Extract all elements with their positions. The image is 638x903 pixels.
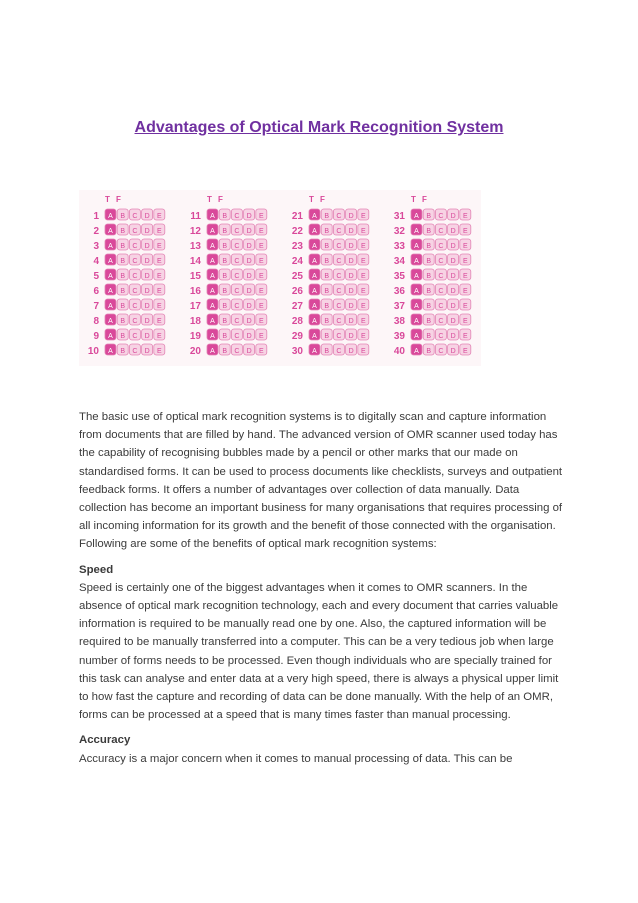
omr-bubble-letter: A: [108, 317, 113, 325]
omr-question-number: 13: [189, 241, 201, 252]
omr-bubble-letter: C: [336, 302, 342, 310]
omr-header-label: F: [116, 195, 121, 204]
omr-bubble-letter: B: [120, 332, 126, 340]
omr-bubble-letter: D: [348, 287, 354, 295]
omr-bubble-letter: D: [144, 287, 150, 295]
omr-question-number: 24: [291, 256, 303, 267]
omr-question-number: 33: [393, 241, 405, 252]
omr-bubble-letter: B: [426, 287, 432, 295]
section-heading-speed: Speed: [79, 563, 114, 576]
omr-header-label: T: [105, 195, 110, 204]
omr-bubble-letter: E: [156, 317, 162, 325]
omr-question-number: 3: [93, 241, 99, 252]
omr-bubble-letter: B: [120, 347, 126, 355]
omr-bubble-letter: B: [426, 347, 432, 355]
omr-bubble-letter: A: [210, 287, 215, 295]
omr-bubble-letter: A: [108, 287, 113, 295]
omr-bubble-letter: C: [336, 287, 342, 295]
omr-bubble-letter: E: [258, 227, 264, 235]
omr-bubble-letter: B: [324, 272, 330, 280]
omr-bubble-letter: C: [234, 227, 240, 235]
omr-bubble-letter: E: [258, 317, 264, 325]
section-heading-accuracy: Accuracy: [79, 734, 131, 747]
omr-bubble-letter: D: [450, 212, 456, 220]
omr-bubble-letter: B: [120, 287, 126, 295]
omr-bubble-letter: C: [438, 302, 444, 310]
omr-question-number: 14: [189, 256, 201, 267]
omr-bubble-letter: E: [258, 287, 264, 295]
omr-bubble-letter: D: [246, 227, 252, 235]
omr-bubble-letter: B: [120, 317, 126, 325]
omr-bubble-letter: D: [348, 347, 354, 355]
omr-bubble-letter: D: [450, 272, 456, 280]
section-body-accuracy: Accuracy is a major concern when it comes to manual processing of data. This can be: [79, 752, 513, 765]
omr-bubble-letter: A: [210, 242, 215, 250]
omr-question-number: 22: [291, 226, 303, 237]
omr-bubble-letter: A: [312, 287, 317, 295]
omr-question-number: 26: [291, 286, 303, 297]
omr-question-number: 39: [393, 331, 405, 342]
omr-bubble-letter: C: [438, 332, 444, 340]
omr-bubble-letter: E: [360, 317, 366, 325]
intro-paragraph: The basic use of optical mark recognition systems is to digitally scan and capture information from documents that are filled by hand. The advanced version of OMR scanner used today has the capability of recognising bubbles made by a pencil or other marks that our made on standardised forms. It can be used to process documents like checklists, surveys and outpatient feedback forms. It offers a number of advantages over collection of data manually. Data collection has become an important business for many organisations that requires processing of all incoming information for its growth and the benefit of those connected with the organisation. Following are some of the benefits of optical mark recognition systems:: [79, 411, 563, 551]
omr-bubble-letter: E: [462, 212, 468, 220]
omr-bubble-letter: B: [426, 257, 432, 265]
omr-question-number: 35: [393, 271, 405, 282]
omr-question-number: 19: [189, 331, 201, 342]
omr-bubble-letter: C: [336, 272, 342, 280]
omr-bubble-letter: C: [132, 302, 138, 310]
omr-bubble-letter: B: [222, 242, 228, 250]
omr-question-number: 28: [291, 316, 303, 327]
omr-bubble-letter: A: [108, 227, 113, 235]
omr-question-number: 1: [93, 211, 99, 222]
omr-bubble-letter: A: [414, 227, 419, 235]
omr-bubble-letter: E: [156, 287, 162, 295]
omr-bubble-letter: D: [348, 302, 354, 310]
omr-bubble-letter: B: [324, 347, 330, 355]
omr-bubble-letter: E: [462, 242, 468, 250]
omr-bubble-letter: B: [426, 227, 432, 235]
omr-bubble-letter: C: [234, 272, 240, 280]
omr-bubble-letter: A: [414, 332, 419, 340]
omr-bubble-letter: E: [462, 302, 468, 310]
omr-bubble-letter: B: [324, 287, 330, 295]
omr-bubble-letter: E: [462, 272, 468, 280]
omr-bubble-letter: A: [210, 302, 215, 310]
omr-bubble-letter: C: [438, 317, 444, 325]
omr-bubble-letter: B: [120, 302, 126, 310]
omr-bubble-letter: C: [132, 257, 138, 265]
section-body-speed: Speed is certainly one of the biggest advantages when it comes to OMR scanners. In the absence of optical mark recognition technology, each and every document that carries valuable information is required to be manually read one by one. Also, the captured information will be required to be manually transferred into a computer. This can be a very tedious job when large number of forms needs to be processed. Even though individuals who are specially trained for this task can analyse and enter data at a very high speed, there is always a physical upper limit to how fast the capture and recording of data can be done manually. With the help of an OMR, forms can be processed at a speed that is many times faster than manual processing.: [79, 581, 559, 722]
omr-bubble-letter: E: [258, 257, 264, 265]
omr-question-number: 10: [87, 346, 99, 357]
omr-bubble-letter: D: [246, 287, 252, 295]
omr-bubble-letter: D: [348, 272, 354, 280]
omr-bubble-letter: B: [324, 227, 330, 235]
omr-bubble-letter: D: [450, 227, 456, 235]
omr-bubble-letter: E: [462, 257, 468, 265]
omr-bubble-letter: E: [360, 347, 366, 355]
omr-bubble-letter: B: [222, 287, 228, 295]
omr-bubble-letter: E: [360, 257, 366, 265]
omr-bubble-letter: E: [360, 272, 366, 280]
omr-bubble-letter: E: [156, 347, 162, 355]
omr-bubble-letter: B: [222, 227, 228, 235]
omr-bubble-letter: C: [132, 332, 138, 340]
omr-header-label: F: [422, 195, 427, 204]
omr-bubble-letter: E: [156, 212, 162, 220]
omr-bubble-letter: C: [336, 332, 342, 340]
omr-question-number: 12: [189, 226, 201, 237]
omr-bubble-letter: D: [450, 317, 456, 325]
omr-bubble-letter: C: [234, 212, 240, 220]
omr-bubble-letter: A: [312, 347, 317, 355]
omr-bubble-letter: D: [246, 272, 252, 280]
omr-bubble-letter: E: [360, 287, 366, 295]
omr-bubble-letter: D: [450, 287, 456, 295]
omr-bubble-letter: B: [324, 242, 330, 250]
omr-bubble-letter: D: [246, 347, 252, 355]
omr-bubble-letter: D: [246, 317, 252, 325]
omr-bubble-letter: C: [234, 302, 240, 310]
omr-bubble-letter: A: [312, 272, 317, 280]
omr-bubble-letter: D: [246, 242, 252, 250]
omr-bubble-letter: A: [312, 227, 317, 235]
omr-bubble-letter: C: [438, 242, 444, 250]
omr-question-number: 34: [393, 256, 405, 267]
omr-question-number: 2: [93, 226, 99, 237]
omr-bubble-letter: D: [348, 257, 354, 265]
omr-bubble-letter: C: [438, 287, 444, 295]
omr-header-label: T: [309, 195, 314, 204]
omr-bubble-letter: A: [210, 212, 215, 220]
omr-bubble-letter: C: [438, 212, 444, 220]
omr-question-number: 11: [190, 211, 201, 222]
omr-bubble-letter: B: [120, 272, 126, 280]
omr-bubble-letter: D: [246, 212, 252, 220]
omr-bubble-letter: B: [324, 257, 330, 265]
omr-bubble-letter: A: [312, 332, 317, 340]
omr-bubble-letter: A: [108, 332, 113, 340]
omr-question-number: 7: [93, 301, 99, 312]
omr-bubble-letter: A: [312, 302, 317, 310]
omr-bubble-letter: A: [414, 272, 419, 280]
omr-bubble-letter: D: [144, 332, 150, 340]
omr-bubble-letter: B: [120, 212, 126, 220]
omr-bubble-letter: B: [222, 212, 228, 220]
omr-bubble-letter: B: [324, 302, 330, 310]
omr-question-number: 27: [291, 301, 303, 312]
omr-bubble-letter: D: [450, 347, 456, 355]
omr-bubble-letter: C: [132, 272, 138, 280]
omr-bubble-letter: C: [336, 257, 342, 265]
omr-bubble-letter: E: [156, 257, 162, 265]
omr-bubble-letter: D: [144, 347, 150, 355]
omr-bubble-letter: A: [108, 242, 113, 250]
omr-bubble-letter: C: [438, 227, 444, 235]
omr-question-number: 38: [393, 316, 405, 327]
omr-header-label: F: [320, 195, 325, 204]
omr-question-number: 23: [291, 241, 303, 252]
omr-bubble-letter: B: [222, 317, 228, 325]
omr-bubble-letter: A: [312, 242, 317, 250]
omr-question-number: 6: [93, 286, 99, 297]
omr-bubble-letter: E: [360, 242, 366, 250]
omr-bubble-letter: D: [144, 227, 150, 235]
omr-bubble-letter: D: [144, 317, 150, 325]
omr-bubble-letter: E: [462, 317, 468, 325]
omr-bubble-letter: A: [210, 317, 215, 325]
omr-bubble-letter: E: [258, 347, 264, 355]
omr-question-number: 9: [93, 331, 99, 342]
omr-bubble-letter: A: [414, 347, 419, 355]
omr-bubble-letter: B: [222, 257, 228, 265]
omr-bubble-letter: D: [246, 332, 252, 340]
omr-bubble-letter: C: [234, 257, 240, 265]
omr-bubble-letter: E: [360, 302, 366, 310]
omr-bubble-letter: C: [234, 242, 240, 250]
omr-bubble-letter: C: [336, 227, 342, 235]
omr-bubble-letter: A: [210, 257, 215, 265]
omr-bubble-letter: B: [426, 242, 432, 250]
omr-bubble-letter: C: [132, 317, 138, 325]
omr-bubble-letter: B: [324, 332, 330, 340]
omr-header-label: T: [207, 195, 212, 204]
omr-bubble-letter: A: [312, 212, 317, 220]
omr-question-number: 15: [189, 271, 201, 282]
omr-bubble-letter: B: [324, 317, 330, 325]
omr-question-number: 30: [291, 346, 303, 357]
omr-bubble-letter: C: [132, 242, 138, 250]
omr-bubble-letter: C: [132, 287, 138, 295]
omr-question-number: 20: [189, 346, 201, 357]
omr-bubble-letter: B: [324, 212, 330, 220]
omr-answer-grid: [79, 190, 481, 366]
document-title: Advantages of Optical Mark Recognition System: [134, 119, 504, 136]
omr-question-number: 21: [291, 211, 303, 222]
omr-bubble-letter: A: [414, 317, 419, 325]
omr-bubble-letter: D: [144, 257, 150, 265]
omr-bubble-letter: A: [108, 302, 113, 310]
omr-bubble-letter: E: [258, 332, 264, 340]
omr-bubble-letter: C: [438, 257, 444, 265]
omr-bubble-letter: A: [414, 212, 419, 220]
omr-sheet-image: [79, 190, 481, 366]
omr-bubble-letter: A: [210, 272, 215, 280]
omr-bubble-letter: B: [426, 212, 432, 220]
omr-question-number: 29: [291, 331, 303, 342]
omr-bubble-letter: C: [336, 347, 342, 355]
omr-bubble-letter: E: [360, 212, 366, 220]
omr-bubble-letter: E: [156, 242, 162, 250]
omr-bubble-letter: D: [348, 332, 354, 340]
omr-bubble-letter: B: [222, 347, 228, 355]
omr-bubble-letter: A: [210, 332, 215, 340]
omr-bubble-letter: B: [426, 332, 432, 340]
omr-bubble-letter: A: [414, 257, 419, 265]
omr-bubble-letter: C: [438, 347, 444, 355]
omr-bubble-letter: D: [450, 332, 456, 340]
omr-bubble-letter: B: [222, 272, 228, 280]
omr-bubble-letter: E: [156, 227, 162, 235]
omr-bubble-letter: A: [108, 257, 113, 265]
omr-bubble-letter: D: [144, 242, 150, 250]
omr-bubble-letter: D: [144, 212, 150, 220]
omr-question-number: 25: [291, 271, 303, 282]
omr-bubble-letter: E: [462, 332, 468, 340]
omr-bubble-letter: D: [246, 302, 252, 310]
omr-question-number: 5: [93, 271, 99, 282]
omr-bubble-letter: D: [144, 272, 150, 280]
omr-bubble-letter: B: [222, 302, 228, 310]
omr-bubble-letter: D: [450, 257, 456, 265]
omr-bubble-letter: B: [426, 317, 432, 325]
omr-bubble-letter: E: [156, 272, 162, 280]
omr-bubble-letter: A: [312, 317, 317, 325]
omr-bubble-letter: C: [234, 317, 240, 325]
omr-bubble-letter: C: [234, 332, 240, 340]
omr-bubble-letter: A: [108, 212, 113, 220]
omr-bubble-letter: D: [144, 302, 150, 310]
omr-bubble-letter: D: [348, 212, 354, 220]
omr-bubble-letter: D: [348, 242, 354, 250]
omr-question-number: 37: [393, 301, 405, 312]
document-body: [79, 408, 567, 775]
omr-bubble-letter: B: [222, 332, 228, 340]
omr-bubble-letter: C: [336, 212, 342, 220]
omr-bubble-letter: E: [360, 332, 366, 340]
omr-bubble-letter: C: [438, 272, 444, 280]
omr-bubble-letter: E: [258, 272, 264, 280]
omr-bubble-letter: A: [312, 257, 317, 265]
omr-bubble-letter: B: [120, 227, 126, 235]
omr-bubble-letter: C: [336, 242, 342, 250]
omr-bubble-letter: B: [426, 302, 432, 310]
omr-bubble-letter: E: [462, 227, 468, 235]
omr-bubble-letter: D: [246, 257, 252, 265]
omr-bubble-letter: D: [450, 302, 456, 310]
omr-bubble-letter: C: [336, 317, 342, 325]
omr-bubble-letter: E: [156, 302, 162, 310]
omr-bubble-letter: C: [234, 287, 240, 295]
omr-bubble-letter: E: [258, 242, 264, 250]
omr-bubble-letter: D: [450, 242, 456, 250]
omr-bubble-letter: A: [414, 242, 419, 250]
omr-bubble-letter: E: [360, 227, 366, 235]
omr-bubble-letter: A: [210, 347, 215, 355]
omr-bubble-letter: A: [108, 347, 113, 355]
omr-bubble-letter: B: [426, 272, 432, 280]
omr-question-number: 8: [93, 316, 99, 327]
omr-bubble-letter: E: [462, 287, 468, 295]
omr-bubble-letter: E: [258, 212, 264, 220]
omr-bubble-letter: C: [132, 347, 138, 355]
omr-bubble-letter: A: [210, 227, 215, 235]
omr-question-number: 40: [393, 346, 405, 357]
omr-bubble-letter: A: [414, 287, 419, 295]
omr-bubble-letter: E: [258, 302, 264, 310]
omr-bubble-letter: C: [132, 227, 138, 235]
omr-bubble-letter: A: [108, 272, 113, 280]
omr-bubble-letter: C: [132, 212, 138, 220]
omr-bubble-letter: B: [120, 242, 126, 250]
omr-bubble-letter: B: [120, 257, 126, 265]
omr-bubble-letter: E: [156, 332, 162, 340]
omr-header-label: T: [411, 195, 416, 204]
omr-bubble-letter: E: [462, 347, 468, 355]
omr-question-number: 16: [189, 286, 201, 297]
omr-question-number: 17: [189, 301, 201, 312]
omr-question-number: 36: [393, 286, 405, 297]
omr-bubble-letter: C: [234, 347, 240, 355]
omr-header-label: F: [218, 195, 223, 204]
omr-question-number: 4: [93, 256, 99, 267]
omr-question-number: 18: [189, 316, 201, 327]
omr-question-number: 31: [393, 211, 405, 222]
omr-bubble-letter: A: [414, 302, 419, 310]
omr-bubble-letter: D: [348, 317, 354, 325]
omr-question-number: 32: [393, 226, 405, 237]
omr-bubble-letter: D: [348, 227, 354, 235]
